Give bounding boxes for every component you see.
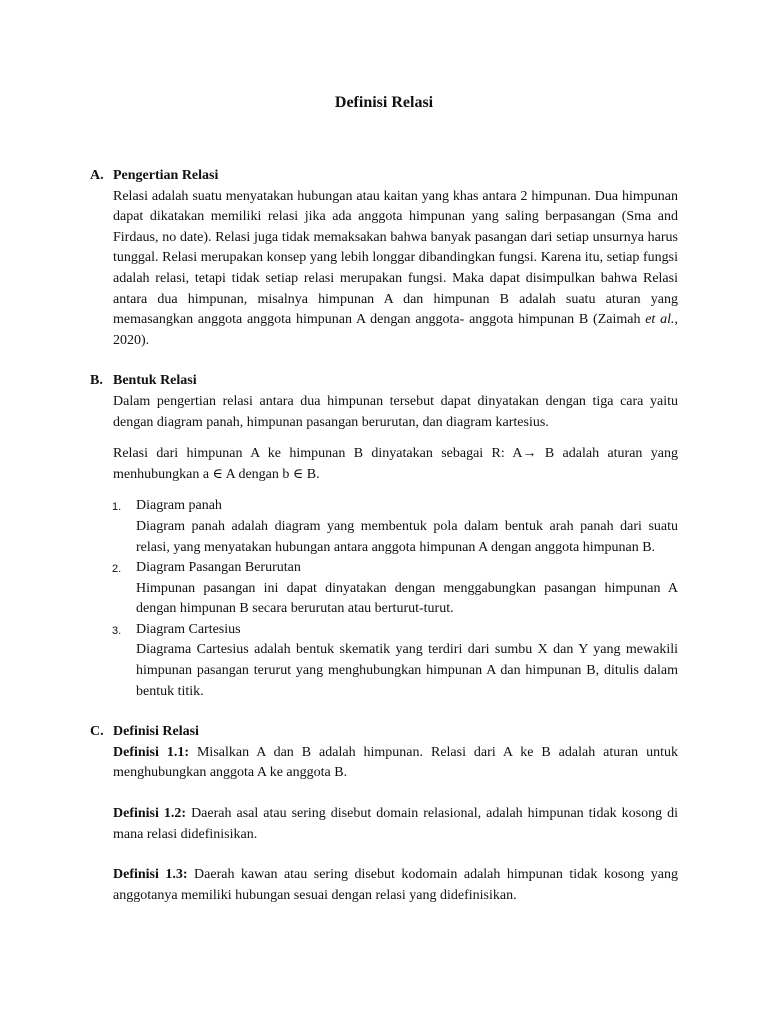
list-item-title: Diagram panah — [136, 498, 222, 514]
list-item-title: Diagram Cartesius — [136, 621, 241, 637]
definition-1-3 — [113, 865, 678, 906]
list-item — [112, 558, 678, 620]
definition-1-2 — [113, 804, 678, 845]
definition-text: Misalkan A dan B adalah himpunan. Relasi dari A ke B adalah aturan untuk menghubungkan anggota A ke anggota B. — [113, 744, 678, 781]
section-paragraph: Dalam pengertian relasi antara dua himpunan tersebut dapat dinyatakan dengan tiga cara yaitu dengan diagram panah, himpunan pasangan berurutan, dan diagram kartesius. — [113, 393, 678, 430]
section-bentuk-relasi — [90, 371, 678, 702]
definition-label: Definisi 1.2: — [113, 806, 187, 822]
definition-1-1 — [113, 743, 678, 784]
section-heading: Definisi Relasi — [113, 724, 199, 740]
document-body — [90, 166, 678, 906]
list-item-body: Himpunan pasangan ini dapat dinyatakan dengan menggabungkan pasangan himpunan A dengan himpunan B secara berurutan atau berturut-turut. — [136, 580, 678, 617]
section-heading: Bentuk Relasi — [113, 373, 197, 389]
list-item-number: 2. — [112, 563, 122, 576]
section-heading: Pengertian Relasi — [113, 168, 219, 183]
citation-italic: et al. — [645, 312, 675, 328]
definition-text: Daerah kawan atau sering disebut kodomain adalah himpunan tidak kosong yang anggotanya memiliki hubungan sesuai dengan relasi yang didefinisikan. — [113, 867, 678, 903]
document-title: Definisi Relasi — [334, 94, 434, 111]
section-letter: C. — [90, 724, 104, 740]
list-item — [112, 496, 678, 558]
section-pengertian-relasi — [90, 166, 678, 351]
diagram-list — [90, 496, 678, 702]
paragraph-text: Relasi adalah suatu menyatakan hubungan atau kaitan yang khas antara 2 himpunan. Dua himpunan dapat dikatakan memiliki relasi jika ada anggota himpunan yang saling berpasangan (Sma and Firdaus, no date). Relasi juga tidak memaksakan bahwa banyak pasangan dari setiap unsurnya harus tunggal. Relasi merupakan konsep yang lebih longgar dibandingkan fungsi. Karena itu, setiap fungsi adalah relasi, tetapi tidak setiap relasi merupakan fungsi. Maka dapat disimpulkan bahwa Relasi antara dua himpunan, misalnya himpunan A dan himpunan B adalah suatu aturan yang memasangkan anggota anggota himpunan A dengan anggota- anggota himpunan B (Zaimah — [113, 188, 678, 328]
section-definisi-relasi — [90, 722, 678, 906]
list-item — [112, 620, 678, 702]
definition-label: Definisi 1.3: — [113, 867, 188, 883]
list-item-body: Diagram panah adalah diagram yang membentuk pola dalam bentuk arah panah dari suatu relasi, yang menyatakan hubungan antara anggota himpunan A dengan anggota himpunan B. — [136, 518, 678, 555]
list-item-body: Diagrama Cartesius adalah bentuk skematik yang terdiri dari sumbu X dan Y yang mewakili himpunan pasangan terurut yang menghubungkan himpunan A dan himpunan B, ditulis dalam bentuk titik. — [136, 642, 678, 699]
definition-label: Definisi 1.1: — [113, 744, 190, 760]
section-letter: A. — [90, 168, 104, 183]
definition-text: Daerah asal atau sering disebut domain relasional, adalah himpunan tidak kosong di mana relasi didefinisikan. — [113, 806, 678, 842]
list-item-title: Diagram Pasangan Berurutan — [136, 560, 301, 576]
paragraph-text-end: , 2020). — [113, 312, 678, 348]
section-paragraph — [113, 187, 678, 352]
section-paragraph: Relasi dari himpunan A ke himpunan B dinyatakan sebagai R: A→ B adalah aturan yang menhubungkan a ∈ A dengan b ∈ B. — [113, 446, 678, 482]
list-item-number: 3. — [112, 624, 122, 637]
section-letter: B. — [90, 373, 103, 389]
list-item-number: 1. — [112, 501, 122, 514]
